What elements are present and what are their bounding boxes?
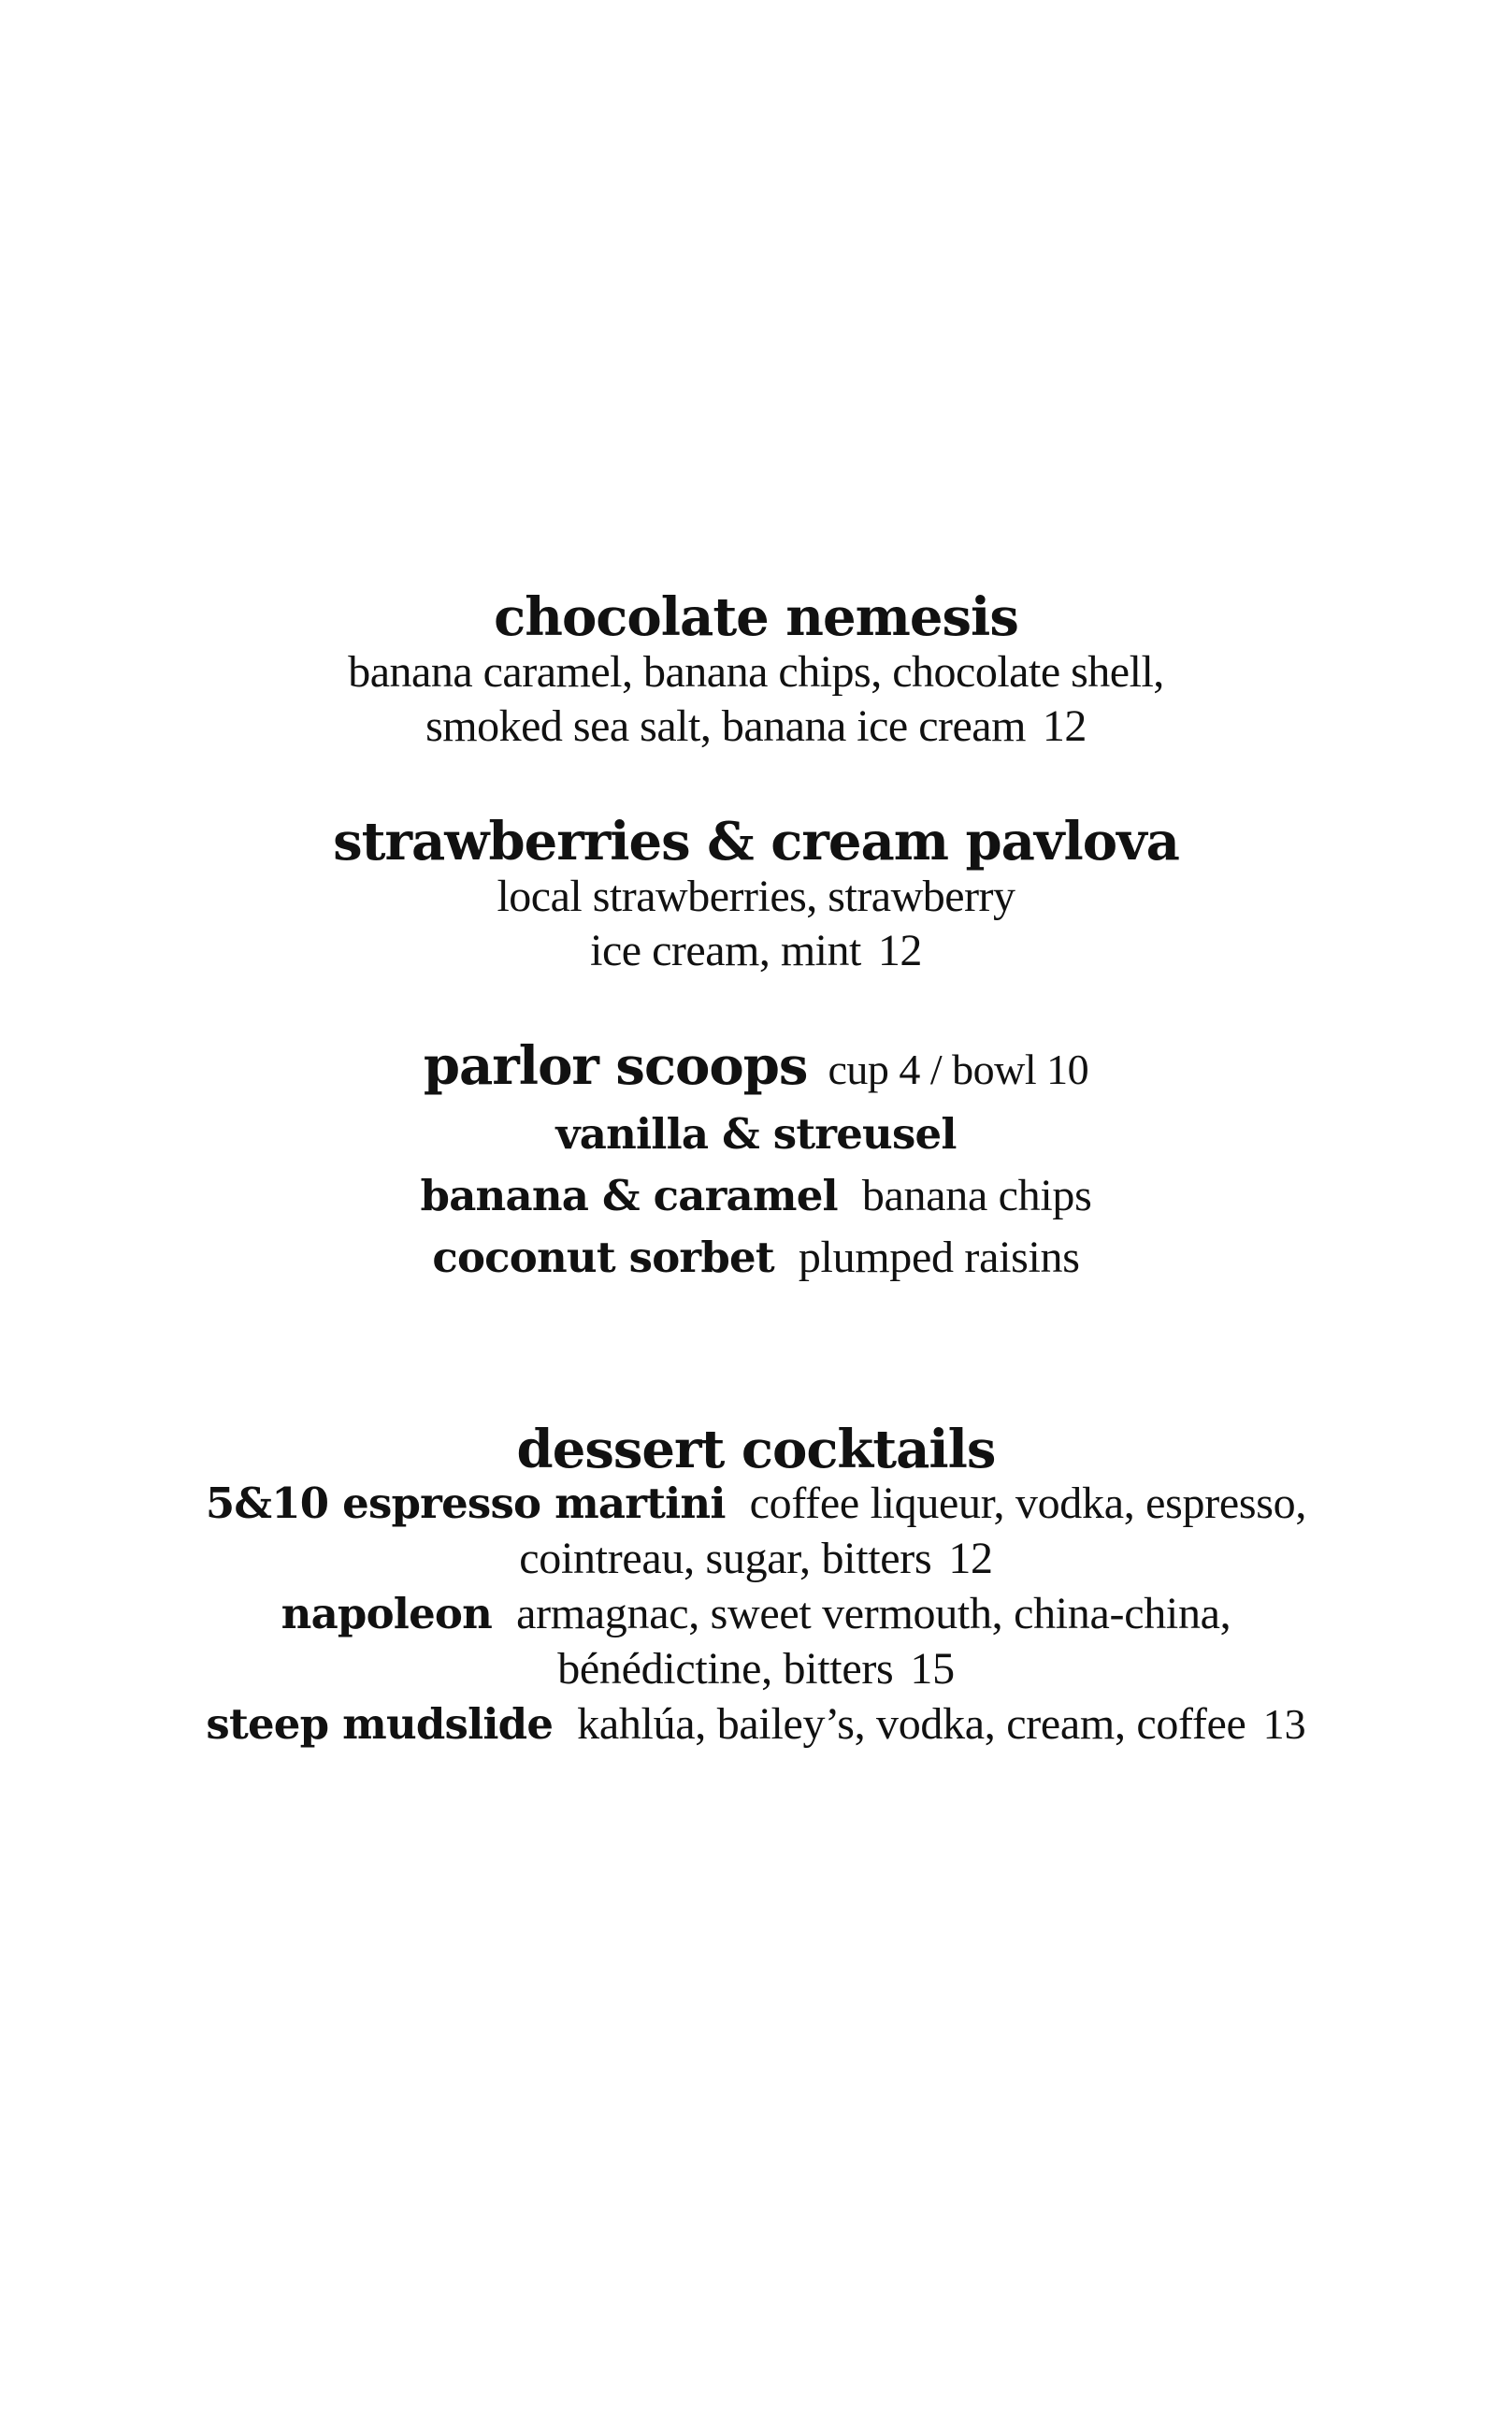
- cocktail-name: steep mudslide: [206, 1699, 554, 1749]
- flavor-item: [0, 1227, 1512, 1289]
- flavor-garnish: banana chips: [861, 1171, 1092, 1220]
- flavor-item: [0, 1165, 1512, 1227]
- dessert-description: ice cream, mint 12: [590, 926, 922, 975]
- price: 15: [910, 1644, 955, 1694]
- section-title: parlor scoops: [423, 1035, 808, 1097]
- flavor-name: coconut sorbet: [432, 1233, 774, 1282]
- dessert-description: local strawberries, strawberry: [497, 872, 1015, 921]
- dessert-description: banana caramel, banana chips, chocolate shell,: [348, 647, 1164, 697]
- cocktail-item: [0, 1696, 1512, 1753]
- cocktail-ingredients: coffee liqueur, vodka, espresso,: [749, 1479, 1307, 1528]
- parlor-header: [0, 1036, 1512, 1096]
- dessert-item: [0, 587, 1512, 754]
- cocktail-ingredients-cont: bénédictine, bitters 15: [557, 1644, 955, 1694]
- cocktail-ingredients-cont: cointreau, sugar, bitters 12: [519, 1534, 993, 1583]
- cocktail-item: [0, 1586, 1512, 1642]
- serving-options: cup 4 / bowl 10: [828, 1046, 1089, 1093]
- cocktail-name: napoleon: [281, 1589, 493, 1638]
- cocktail-ingredients: kahlúa, bailey’s, vodka, cream, coffee: [577, 1699, 1246, 1749]
- price: 12: [1042, 701, 1087, 751]
- cocktail-name: 5&10 espresso martini: [205, 1479, 726, 1528]
- dessert-name: strawberries & cream pavlova: [333, 811, 1179, 873]
- cocktail-ingredients: armagnac, sweet vermouth, china-china,: [516, 1589, 1231, 1638]
- flavor-name: vanilla & streusel: [555, 1109, 957, 1159]
- dessert-name: chocolate nemesis: [494, 586, 1018, 648]
- dessert-description: smoked sea salt, banana ice cream 12: [425, 701, 1087, 751]
- price: 13: [1262, 1700, 1306, 1748]
- price: 12: [877, 926, 922, 975]
- section-title: dessert cocktails: [516, 1419, 996, 1480]
- flavor-garnish: plumped raisins: [798, 1233, 1080, 1282]
- cocktail-item: [0, 1476, 1512, 1532]
- dessert-item: [0, 812, 1512, 978]
- parlor-section: [0, 1036, 1512, 1289]
- cocktails-section: [0, 1420, 1512, 1753]
- flavor-name: banana & caramel: [420, 1171, 838, 1220]
- price: 12: [948, 1534, 993, 1583]
- flavor-item: [0, 1104, 1512, 1165]
